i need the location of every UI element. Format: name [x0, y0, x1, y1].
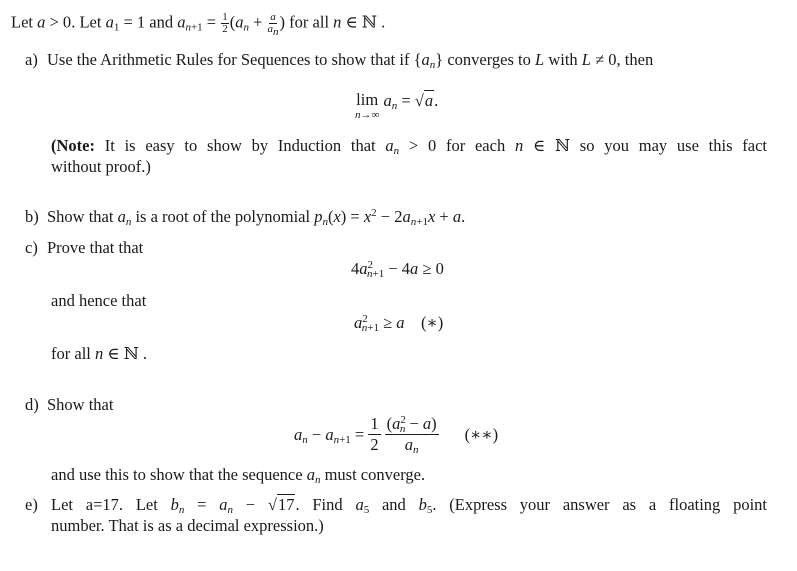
part-b-text: Show that: [47, 207, 118, 226]
part-a-text: , then: [616, 50, 654, 69]
part-d-label: d): [25, 395, 39, 414]
intro-text: and: [145, 12, 178, 32]
part-e-label: e): [25, 495, 38, 514]
note-text: It is easy to show by Induction that: [94, 136, 386, 155]
intro-line: Let a > 0. Let $a_1 = 1$ and $a_{n+1}$ = $\frac{1}{2}$ ($a_n$ + $\frac{a}{a_n}$ ) for all n ∈ ℕ .: [11, 11, 386, 38]
intro-text: for all: [285, 12, 334, 32]
equation-tag-starstar: (∗∗): [464, 424, 499, 444]
part-d-line: [25, 395, 113, 415]
lim-word: lim: [356, 90, 379, 109]
forall-text: .: [138, 344, 148, 363]
converge-line: and use this to show that the sequence $a_n$ must converge.: [51, 465, 426, 486]
note-bold: (Note:: [51, 136, 95, 155]
fraction: $\frac{a}{a_n}$: [267, 11, 279, 38]
note-text: for each: [436, 136, 515, 155]
note-text: so you may use this fact: [570, 136, 767, 155]
part-e-text: Let a=17.: [51, 495, 124, 514]
part-e-text: .: [432, 495, 437, 514]
part-b-line: b) Show that $a_n$ is a root of the polynomial $p_n(x) = x^2 - 2a_{n+1}x + a$.: [25, 207, 466, 228]
part-d-text: must converge.: [320, 465, 426, 484]
inequality-2: $a^2_{n+1} \ge a$ (∗): [354, 313, 444, 334]
part-a-text: with: [544, 50, 582, 69]
part-e-text: Let: [135, 495, 171, 514]
part-e-text: (Express your answer as a floating point: [449, 495, 768, 514]
intro-text: . Let: [71, 12, 106, 32]
part-d-text: Show that: [47, 395, 114, 414]
equation-tag-star: (∗): [421, 313, 444, 332]
forall-line: for all n ∈ ℕ .: [51, 344, 148, 363]
part-c-label: c): [25, 238, 38, 257]
fraction: $\frac{(a^2_n - a)}{a_n}$: [386, 414, 437, 456]
part-b-label: b): [25, 207, 39, 226]
intro-text: Let: [11, 12, 38, 32]
fraction: $\frac{1}{2}$: [222, 11, 228, 35]
part-c-text: Prove that that: [47, 238, 144, 257]
part-e-label-wrap: [25, 495, 47, 515]
part-e-text: Find: [312, 495, 356, 514]
difference-equation: $a_n - a_{n+1}$ = $\frac{1}{2}$ $\frac{(a^2_n - a)}{a_n}$ (∗∗): [294, 414, 499, 456]
part-a-text: converges to: [443, 50, 535, 69]
note-line-2: without proof.): [51, 157, 151, 176]
hence-text: and hence that: [51, 291, 147, 310]
fraction: $\frac{1}{2}$: [370, 414, 379, 454]
inequality-1: $4a^2_{n+1} - 4a \ge 0$: [351, 259, 444, 280]
part-d-text: and use this to show that the sequence: [51, 465, 307, 484]
part-e-text: .: [295, 495, 300, 514]
intro-text: .: [376, 12, 386, 32]
forall-text: for all: [51, 344, 95, 363]
part-a-line: a) Use the Arithmetic Rules for Sequences to show that if $\{a_n\}$ converges to L with L ≠ 0, then: [25, 50, 654, 71]
note-line: (Note: It is easy to show by Induction that $a_n > 0$ for each n ∈ ℕ so you may use this fact: [51, 136, 767, 157]
part-e-line: Let a=17. Let $b_n = a_n - √17$. Find $a_5$ and $b_5$. (Express your answer as a floating point: [51, 495, 768, 516]
part-a-label: a): [25, 50, 38, 69]
limit-equation: lim n→∞ $a_n = √a$.: [355, 90, 439, 121]
part-b-text: is a root of the polynomial: [131, 207, 315, 226]
part-a-text: Use the Arithmetic Rules for Sequences to show that if: [47, 50, 414, 69]
lim-subscript: n→∞: [355, 109, 380, 121]
part-c-line: [25, 238, 143, 258]
part-e-line-2: number. That is as a decimal expression.): [51, 516, 324, 535]
part-e-text: and: [369, 495, 419, 514]
